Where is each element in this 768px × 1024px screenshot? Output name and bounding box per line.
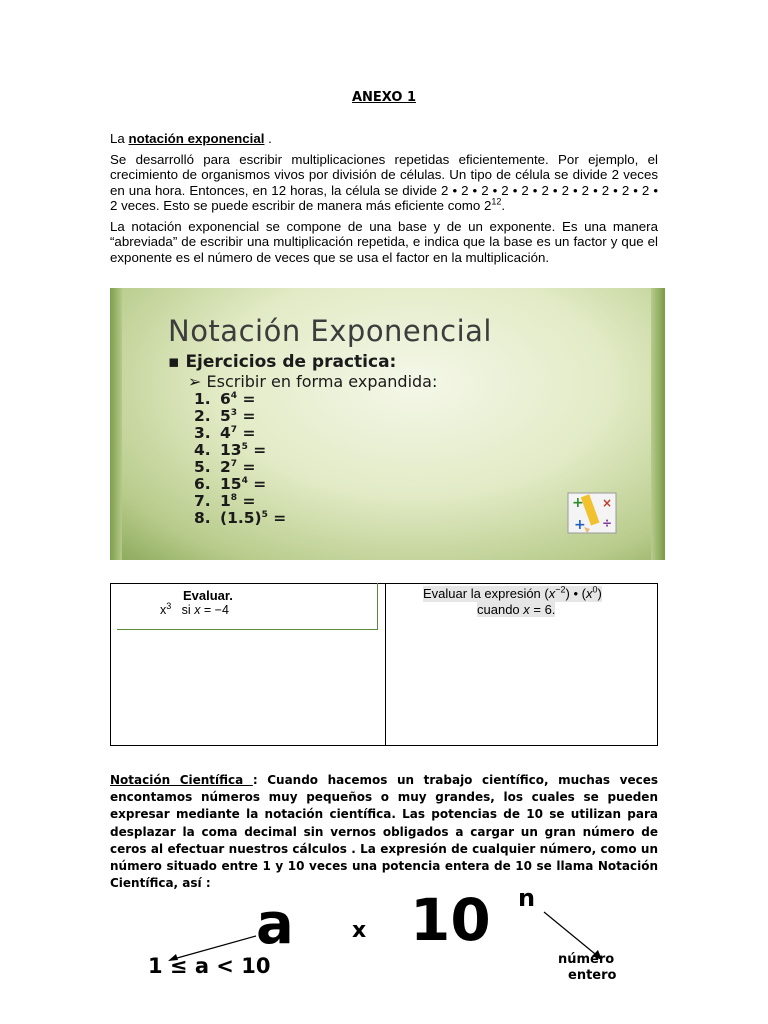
exercise-slide-image: [110, 288, 665, 560]
exercise-list: [194, 391, 286, 527]
formula-ten: 10: [410, 886, 491, 954]
left-expression: $x^3$ si x = −4: [160, 600, 229, 617]
exercise-table: [110, 583, 658, 746]
formula-arrows: [140, 890, 670, 1000]
svg-text:+: +: [574, 517, 586, 533]
intro-line: La notación exponencial .: [110, 131, 272, 146]
scientific-notation-formula: [140, 884, 670, 1000]
exercise-item: 1. $6^4$ =: [194, 390, 256, 408]
slide-right-bar: [651, 288, 665, 560]
paragraph-base-exponent: La notación exponencial se compone de una base y de un exponente. Es una manera “abreviada” de escribir una multiplicación repetida, e indica que la base es un factor y que el exponente es el número de veces que se usa el factor en la multiplicación.: [110, 219, 658, 265]
paragraph-definition: Se desarrolló para escribir multiplicaciones repetidas eficientemente. Por ejemplo, el crecimiento de organismos vivos por división de células. Un tipo de célula se divide 2 veces en una hora. Entonces, en 12 horas, la célula se divide 2 • 2 • 2 • 2 • 2 • 2 • 2 • 2 • 2 • 2 • 2 • 2 veces. Esto se puede escribir de manera más eficiente como $2^{12}$.: [110, 152, 658, 214]
formula-condition: 1 ≤ a < 10: [148, 954, 271, 978]
svg-text:×: ×: [602, 496, 613, 510]
math-pencil-icon: [566, 491, 618, 535]
evaluate-label: Evaluar.: [183, 588, 233, 603]
formula-times: x: [352, 918, 367, 943]
slide-title: Notación Exponencial: [168, 314, 492, 348]
formula-a: a: [256, 892, 294, 957]
scientific-notation-paragraph: Notación Científica : Cuando hacemos un trabajo científico, muchas veces encontamos números muy pequeños o muy grandes, los cuales se pueden expresar mediante la notación científica. Las potencias de 10 se utilizan para desplazar la coma decimal sin vernos obligados a cargar un gran número de ceros al efectuar nuestros cálculos . La expresión de cualquier número, como un número situado entre 1 y 10 veces una potencia entera de 10 se llama Notación Científica, así :: [110, 773, 659, 891]
exercise-item: 8. $(1.5)^5$ =: [194, 509, 287, 527]
exercise-item: 3. $4^7$ =: [194, 424, 256, 442]
exercise-item: 7. $1^8$ =: [194, 492, 256, 510]
exercise-item: 6. $15^4$ =: [194, 475, 267, 493]
svg-text:÷: ÷: [602, 516, 613, 530]
page-title: ANEXO 1: [351, 90, 416, 105]
svg-text:+: +: [572, 495, 584, 511]
slide-left-bar: [110, 288, 122, 560]
table-divider: [385, 584, 386, 745]
exercise-item: 2. $5^3$ =: [194, 407, 256, 425]
right-expression-line2: cuando x = 6.: [477, 602, 556, 617]
term-notacion-exponencial: notación exponencial: [128, 131, 265, 146]
formula-label-entero: entero: [568, 968, 617, 983]
left-answer-box: [117, 583, 378, 630]
formula-n: n: [518, 884, 536, 912]
sci-heading: Notación Científica: [110, 773, 253, 787]
exercise-item: 5. $2^7$ =: [194, 458, 256, 476]
slide-subtitle: ▪ Ejercicios de practica:: [168, 352, 397, 372]
formula-label-numero: número: [558, 952, 615, 967]
right-expression-line1: Evaluar la expresión $(x^{-2})$ • $(x^0)$: [423, 584, 602, 601]
slide-instruction: ➢ Escribir en forma expandida:: [188, 372, 438, 391]
exercise-item: 4. $13^5$ =: [194, 441, 267, 459]
